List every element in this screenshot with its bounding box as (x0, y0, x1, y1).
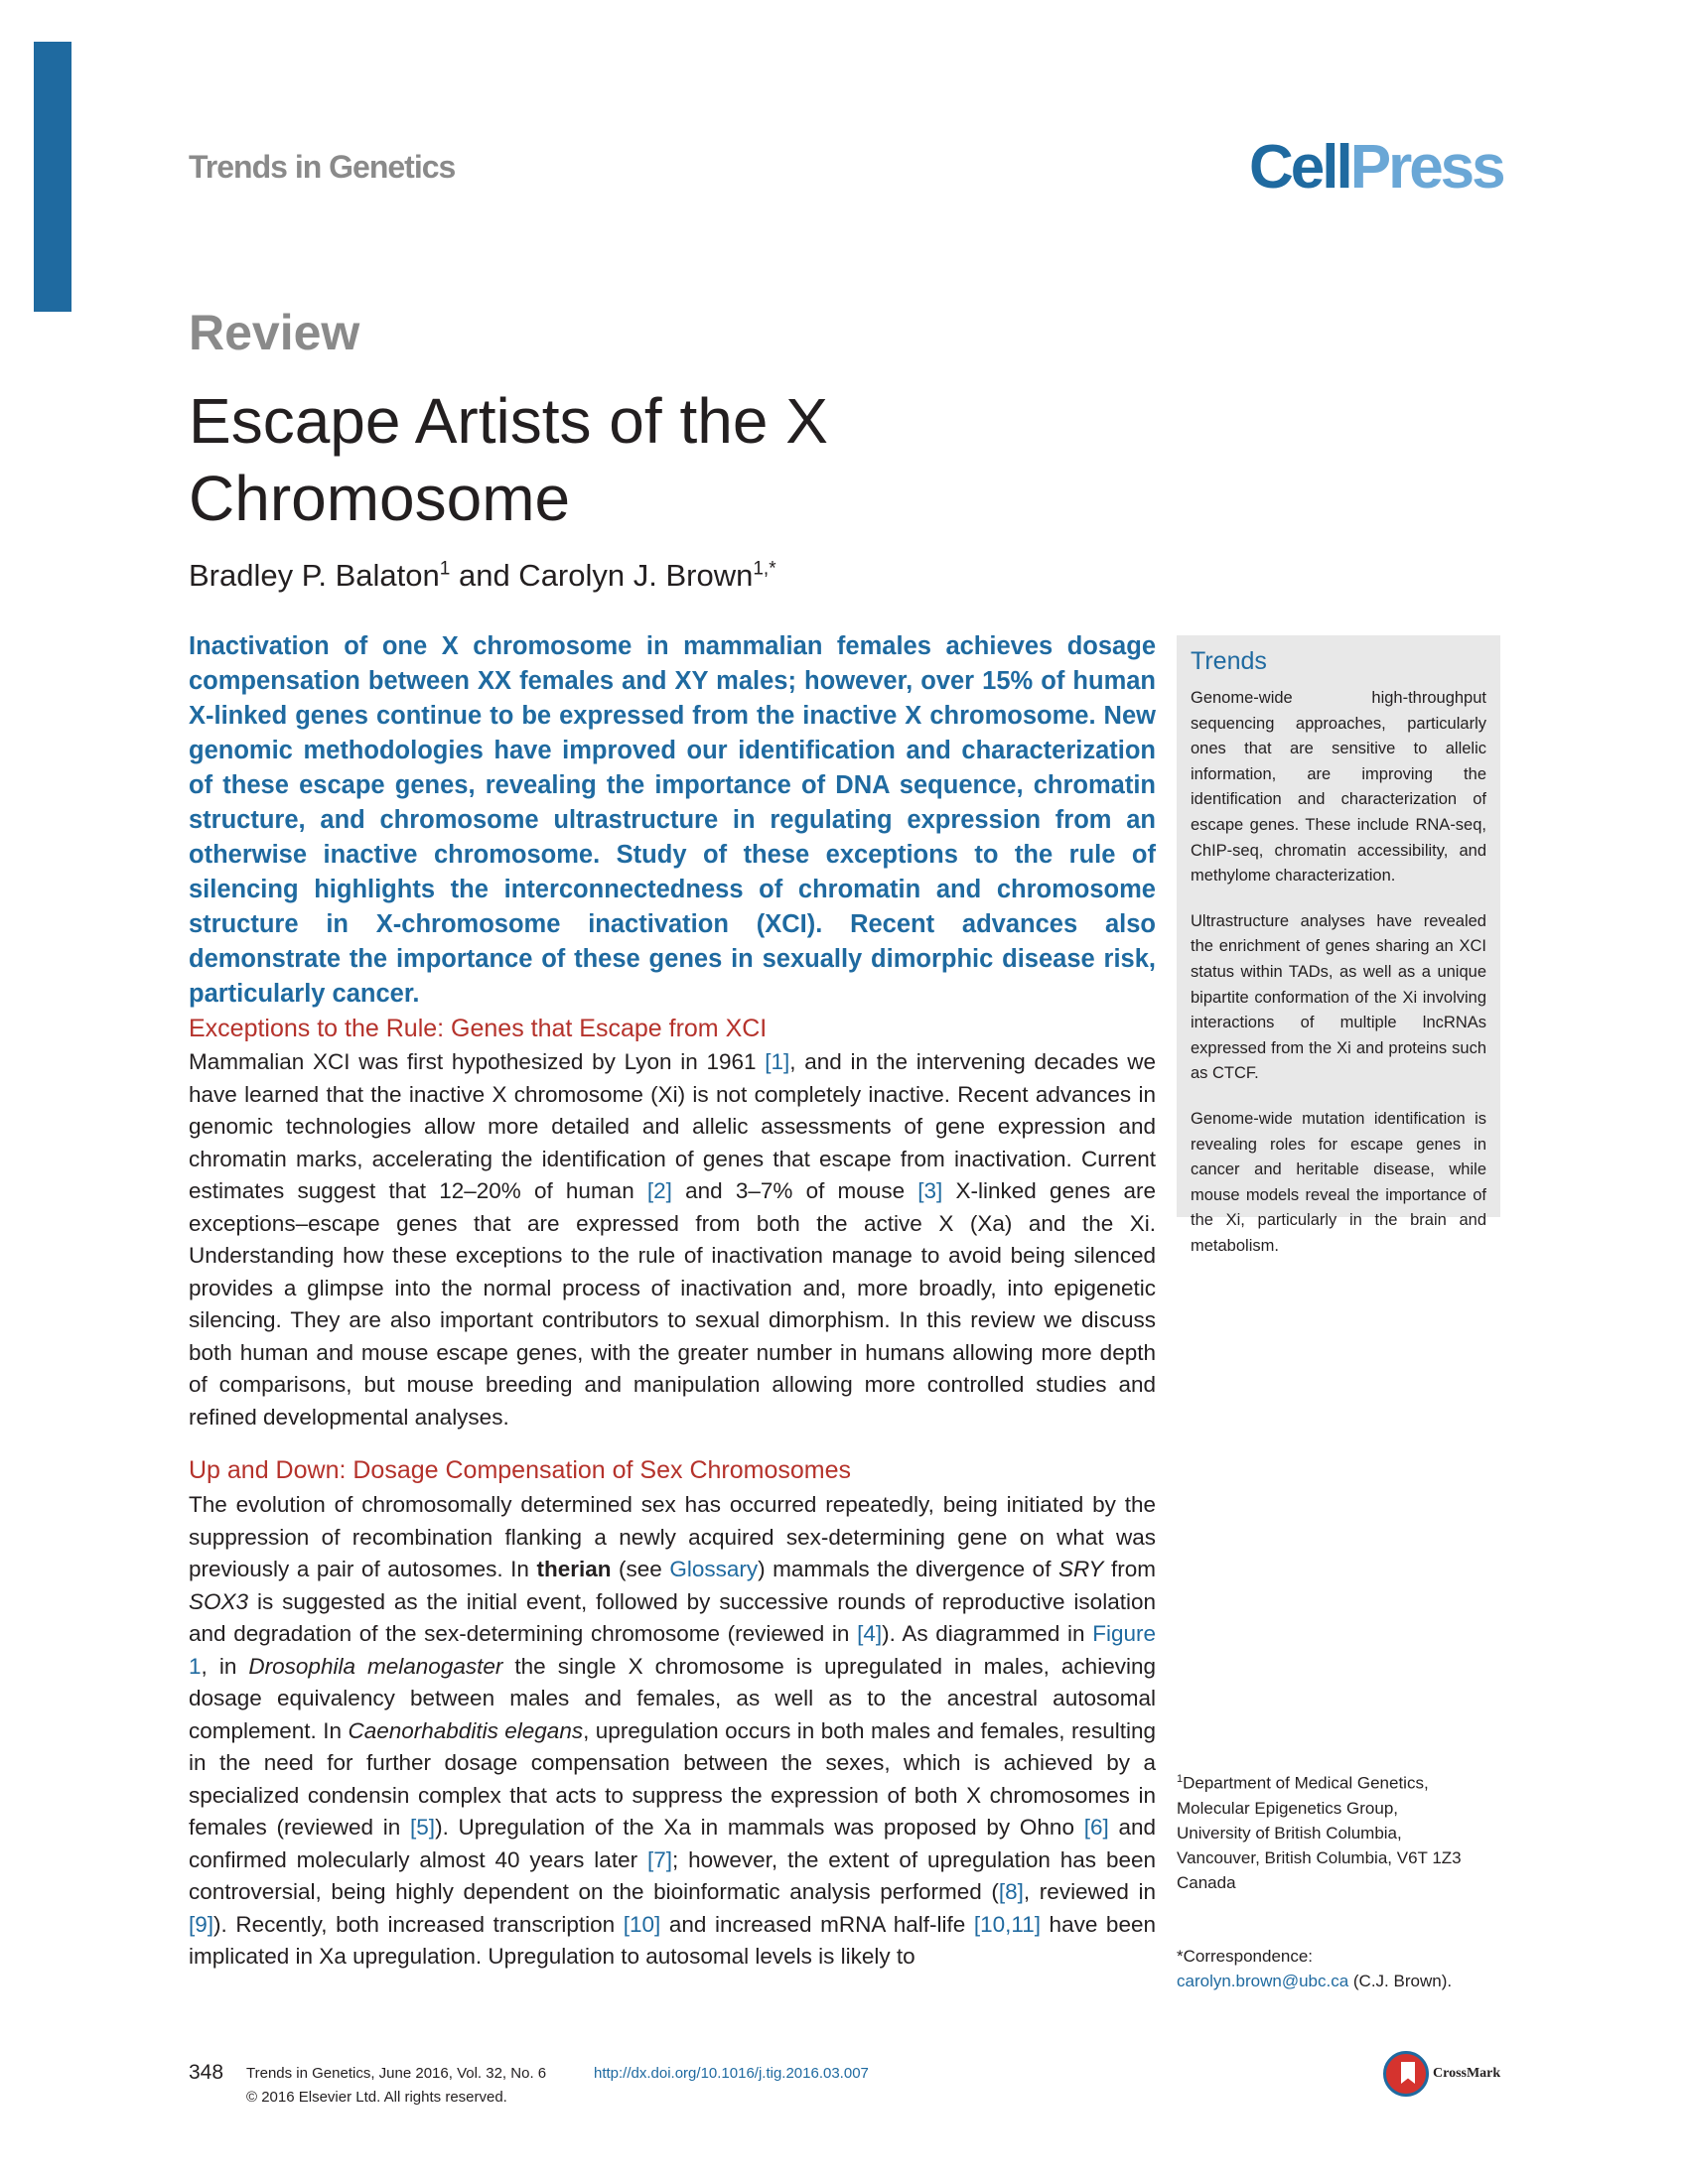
abstract: Inactivation of one X chromosome in mammalian females achieves dosage compensation between XX females and XY males; however, over 15% of human X-linked genes continue to be expressed from the inactive X chromosome. New genomic methodologies have improved our identification and characterization of these escape genes, revealing the importance of DNA sequence, chromatin structure, and chromosome ultrastructure in regulating expression from an otherwise inactive chromosome. Study of these exceptions to the rule of silencing highlights the interconnectedness of chromatin and chromosome structure in X-chromosome inactivation (XCI). Recent advances also demonstrate the importance of these genes in sexually dimorphic disease risk, particularly cancer. (189, 632, 1156, 1008)
article-type: Review (189, 305, 360, 360)
author-2-affil: 1,* (753, 558, 776, 580)
ref-link[interactable]: [9] (189, 1911, 214, 1937)
ref-link[interactable]: [7] (646, 1846, 672, 1872)
ref-link[interactable]: [6] (1083, 1815, 1109, 1840)
journal-color-bar (34, 42, 71, 312)
section-body-exceptions (189, 1046, 1156, 1433)
crossmark-icon (1383, 2051, 1429, 2097)
ref-link[interactable]: [1] (765, 1049, 790, 1074)
ref-link[interactable]: [10,11] (973, 1911, 1041, 1937)
affiliation: $^1$Department of Medical Genetics, Molecular Epigenetics Group, University of British Columbia, Vancouver, British Columbia, V6T 1Z3 Canada (1177, 1773, 1462, 1892)
ref-link[interactable]: [2] (646, 1178, 672, 1203)
correspondence: *Correspondence: carolyn.brown@ubc.ca (C.J. Brown). (1177, 1944, 1504, 1993)
author-list (189, 558, 776, 594)
trends-item: Genome-wide high-throughput sequencing approaches, particularly ones that are sensitive to allelic information, are improving the identification and characterization of escape genes. These include RNA-seq, ChIP-seq, chromatin accessibility, and methylome characterization. (1191, 689, 1486, 886)
correspondence-label: *Correspondence: (1177, 1947, 1314, 1966)
cellpress-logo (1249, 133, 1503, 202)
footer-citation: Trends in Genetics, June 2016, Vol. 32, No. 6 (246, 2065, 547, 2082)
section-heading-exceptions: Exceptions to the Rule: Genes that Escape from XCI (189, 1015, 768, 1042)
crossmark-badge[interactable] (1383, 2051, 1502, 2101)
trends-item: Genome-wide mutation identification is revealing roles for escape genes in cancer and heritable disease, while mouse models reveal the importance of the Xi, particularly in the brain and metabolism. (1191, 1109, 1486, 1255)
section-heading-dosage: Up and Down: Dosage Compensation of Sex Chromosomes (189, 1456, 852, 1484)
paragraph: The evolution of chromosomally determined sex has occurred repeatedly, being initiated by the suppression of recombination flanking a newly acquired sex-determining gene on what was previously a pair of autosomes. In therian (see Glossary) mammals the divergence of SRY from SOX3 is suggested as the initial event, followed by successive rounds of reproductive isolation and degradation of the sex-determining chromosome (reviewed in [4]). As diagrammed in Figure 1, in Drosophila melanogaster the single X chromosome is upregulated in males, achieving dosage equivalency between males and females, as well as to the ancestral autosomal complement. In Caenorhabditis elegans, upregulation occurs in both males and females, resulting in the need for further dosage compensation between the sexes, which is achieved by a specialized condensin complex that acts to suppress the expression of both X chromosomes in females (reviewed in [5]). Upregulation of the Xa in mammals was proposed by Ohno [6] and confirmed molecularly almost 40 years later [7]; however, the extent of upregulation has been controversial, being highly dependent on the bioinformatic analysis performed ([8], reviewed in [9]). Recently, both increased transcription [10] and increased mRNA half-life [10,11] have been implicated in Xa upregulation. Upregulation to autosomal levels is likely to (189, 1492, 1157, 1969)
ref-link[interactable]: [8] (998, 1879, 1024, 1904)
copyright-notice: © 2016 Elsevier Ltd. All rights reserved. (246, 2089, 507, 2106)
article-title: Escape Artists of the X Chromosome (189, 385, 828, 534)
ref-link[interactable]: [10] (623, 1911, 661, 1937)
trends-box (1177, 635, 1500, 1255)
figure-link[interactable]: Figure 1 (189, 1621, 1157, 1679)
ref-link[interactable]: [5] (410, 1815, 436, 1840)
page-number: 348 (189, 2061, 224, 2084)
paragraph: Mammalian XCI was first hypothesized by Lyon in 1961 [1], and in the intervening decades we have learned that the inactive X chromosome (Xi) is not completely inactive. Recent advances in genomic technologies allow more detailed and allelic assessments of gene expression and chromatin marks, accelerating the identification of genes that escape from inactivation. Current estimates suggest that 12–20% of human [2] and 3–7% of mouse [3] X-linked genes are exceptions–escape genes that are expressed from both the active X (Xa) and the Xi. Understanding how these exceptions to the rule of inactivation manage to avoid being silenced provides a glimpse into the normal process of inactivation and, more broadly, into epigenetic silencing. They are also important contributors to sexual dimorphism. In this review we discuss both human and mouse escape genes, with the greater number in humans allowing more depth of comparisons, but mouse breeding and manipulation allowing more controlled studies and refined developmental analyses. (189, 1049, 1156, 1430)
logo-cell: Cell (1249, 133, 1350, 202)
logo-press: Press (1349, 133, 1503, 202)
trends-heading: Trends (1191, 647, 1267, 675)
affiliation-number: 1 (1177, 1773, 1184, 1785)
glossary-link[interactable]: Glossary (669, 1557, 759, 1581)
doi-link[interactable]: http://dx.doi.org/10.1016/j.tig.2016.03.007 (594, 2065, 869, 2082)
author-1-affil: 1 (439, 558, 451, 580)
author-2: and Carolyn J. Brown (450, 558, 754, 593)
email-link[interactable]: carolyn.brown@ubc.ca (1177, 1972, 1349, 1990)
section-body-dosage (189, 1489, 1156, 1974)
trends-item: Ultrastructure analyses have revealed the enrichment of genes sharing an XCI status within TADs, as well as a unique bipartite conformation of the Xi involving interactions of multiple lncRNAs expressed from the Xi and proteins such as CTCF. (1191, 911, 1486, 1083)
ref-link[interactable]: [3] (917, 1178, 943, 1203)
journal-name: Trends in Genetics (189, 149, 456, 185)
crossmark-label: CrossMark (1433, 2066, 1501, 2081)
ref-link[interactable]: [4] (857, 1621, 883, 1646)
author-1: Bradley P. Balaton (189, 558, 440, 593)
